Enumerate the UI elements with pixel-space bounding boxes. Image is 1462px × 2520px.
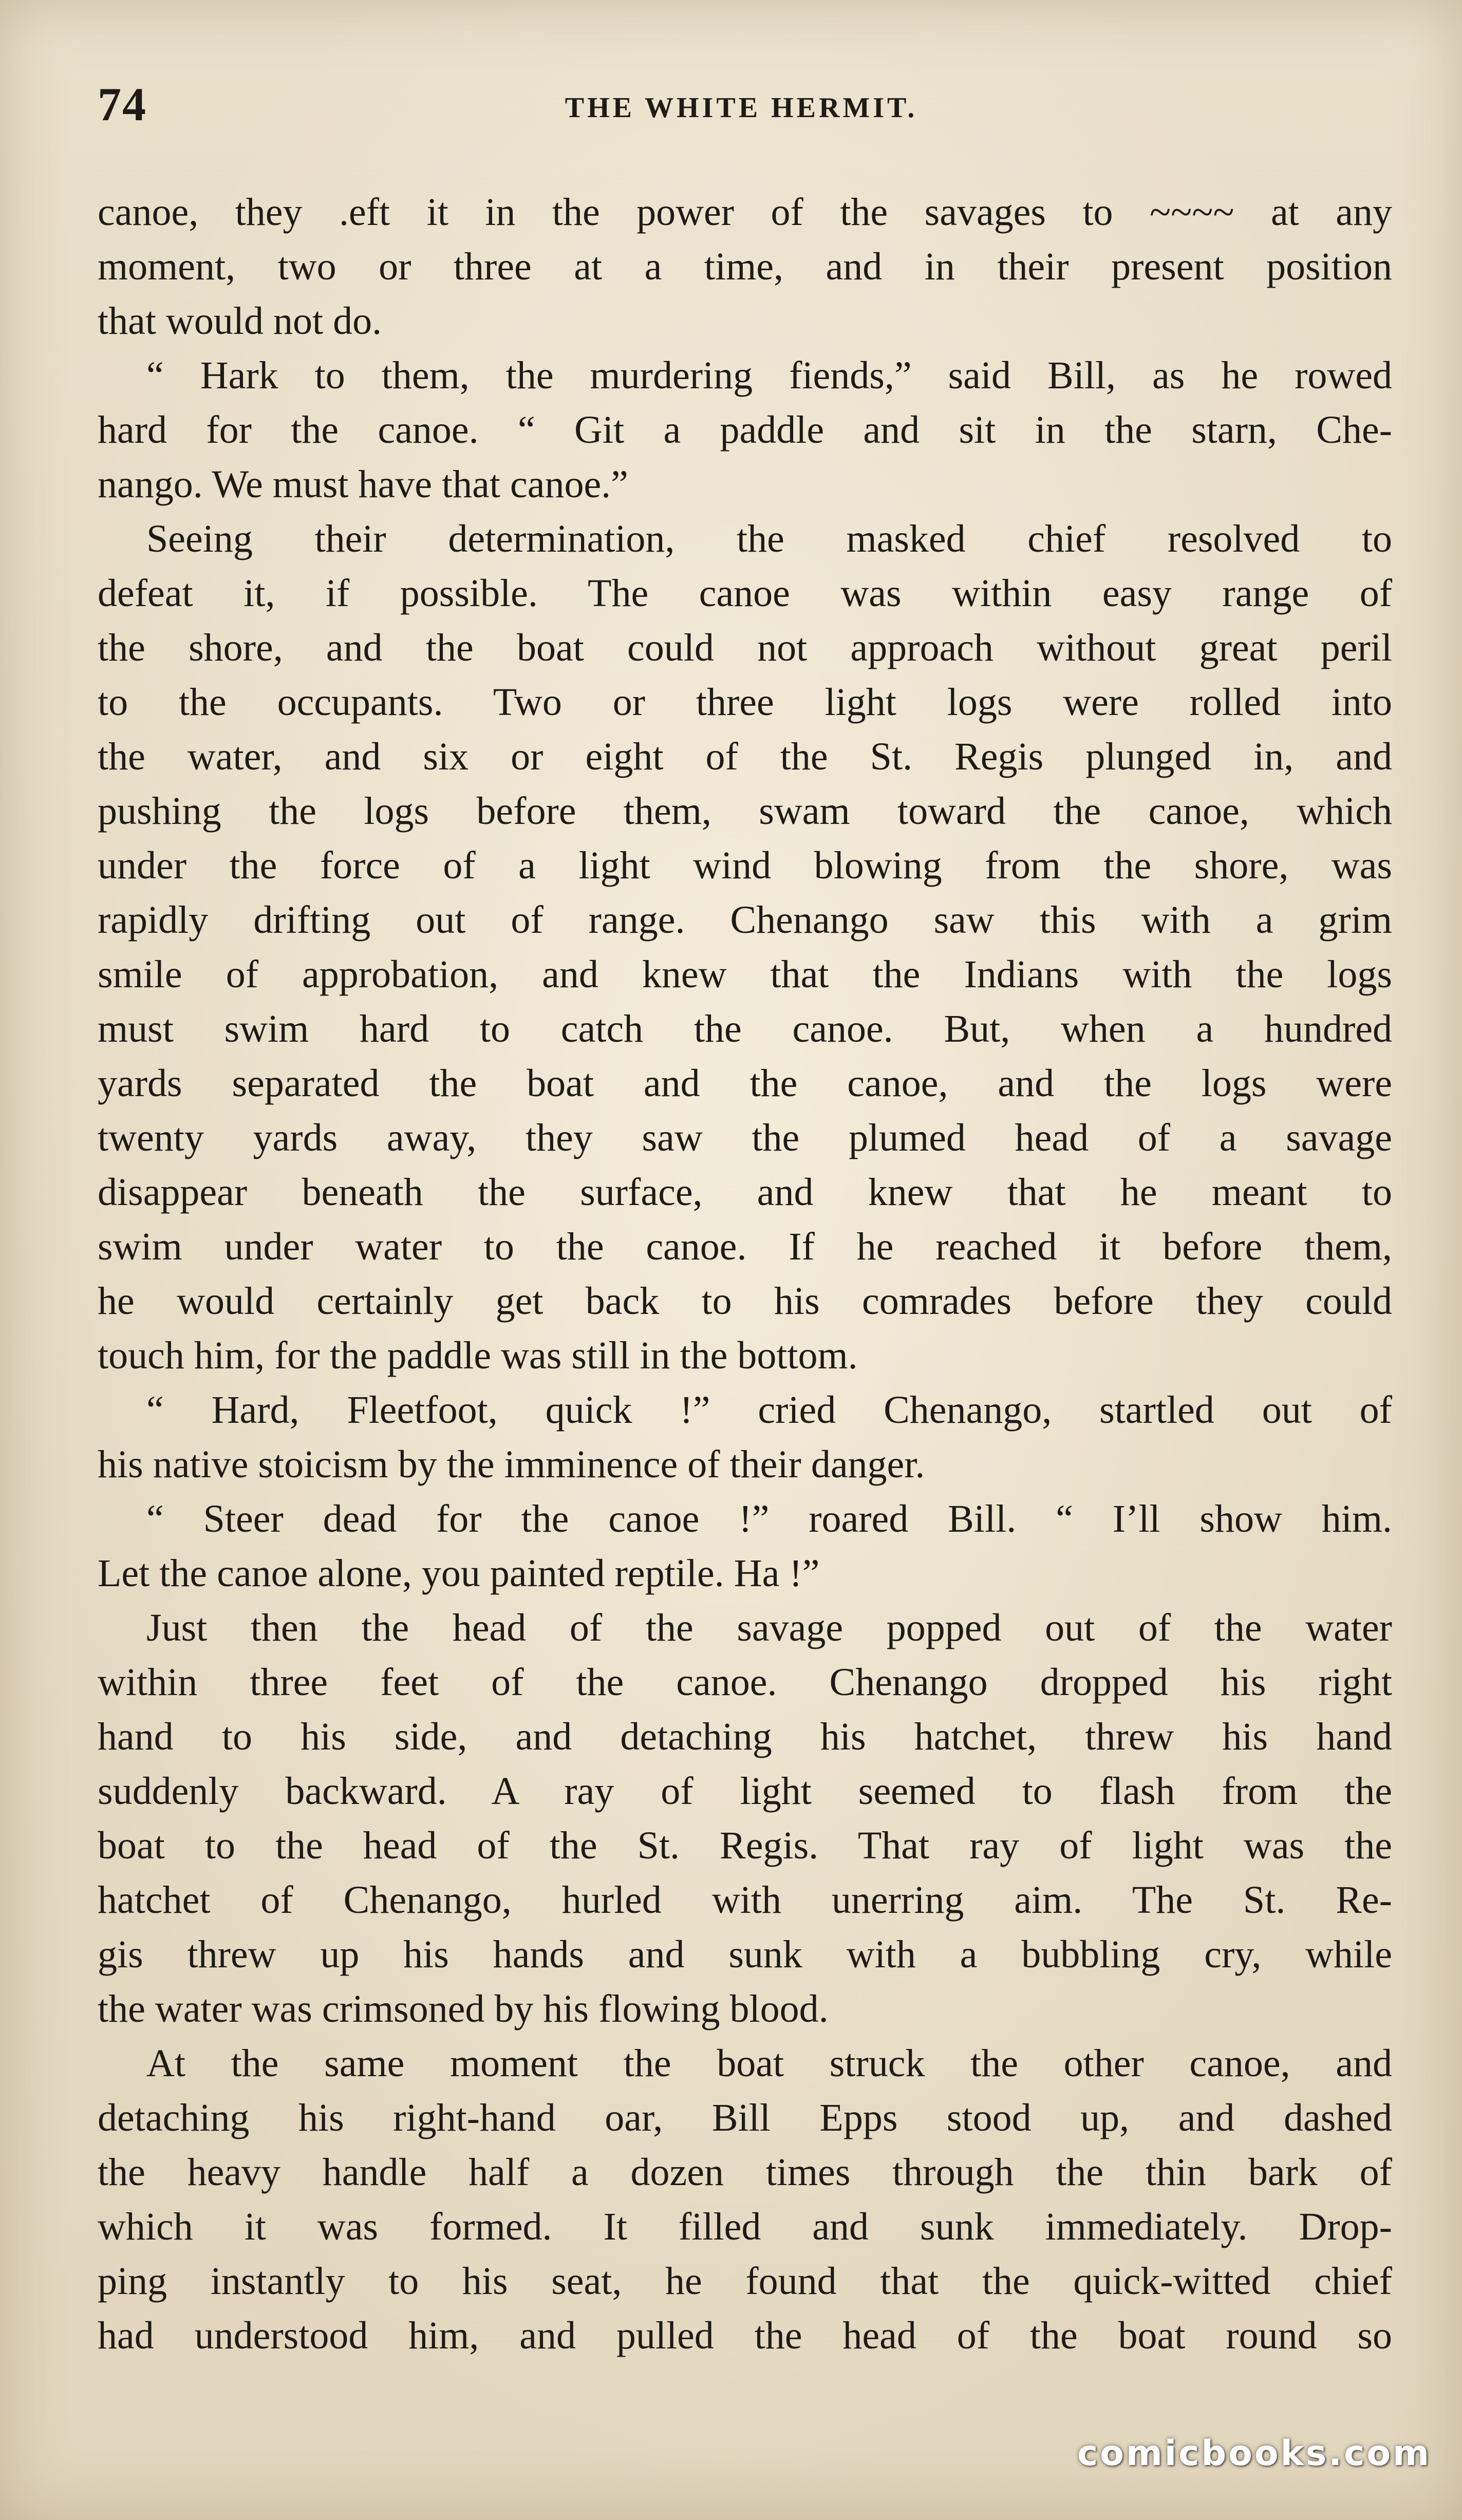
text-line: “ Steer dead for the canoe !” roared Bill. “ I’ll show him. xyxy=(146,1497,1392,1540)
text-line: to the occupants. Two or three light logs were rolled into xyxy=(98,681,1392,724)
text-line: moment, two or three at a time, and in their present position xyxy=(98,245,1392,288)
text-line: pushing the logs before them, swam toward the canoe, which xyxy=(98,789,1392,833)
text-line: the water, and six or eight of the St. Regis plunged in, and xyxy=(98,735,1392,778)
text-line: At the same moment the boat struck the other canoe, and xyxy=(146,2042,1392,2085)
text-line: the shore, and the boat could not approach without great peril xyxy=(98,626,1392,669)
text-line: twenty yards away, they saw the plumed head of a savage xyxy=(98,1116,1392,1159)
body-text xyxy=(98,185,1392,2363)
text-line: “ Hark to them, the murdering fiends,” said Bill, as he rowed xyxy=(146,354,1392,397)
text-line: his native stoicism by the imminence of their danger. xyxy=(98,1443,925,1486)
text-line: Just then the head of the savage popped out of the water xyxy=(146,1606,1392,1649)
text-line: yards separated the boat and the canoe, and the logs were xyxy=(98,1062,1392,1105)
text-line: “ Hard, Fleetfoot, quick !” cried Chenango, startled out of xyxy=(146,1388,1392,1432)
text-line: canoe, they .eft it in the power of the savages to ~~~~ at any xyxy=(98,191,1392,234)
text-line: gis threw up his hands and sunk with a bubbling cry, while xyxy=(98,1933,1392,1976)
text-line: within three feet of the canoe. Chenango dropped his right xyxy=(98,1661,1392,1704)
text-line: hand to his side, and detaching his hatchet, threw his hand xyxy=(98,1715,1392,1758)
page-number: 74 xyxy=(98,78,147,130)
text-line: hatchet of Chenango, hurled with unerring aim. The St. Re- xyxy=(98,1878,1392,1922)
text-line: the water was crimsoned by his flowing blood. xyxy=(98,1987,829,2030)
text-line: detaching his right-hand oar, Bill Epps stood up, and dashed xyxy=(98,2096,1392,2139)
text-line: the heavy handle half a dozen times through the thin bark of xyxy=(98,2151,1392,2194)
text-line: that would not do. xyxy=(98,299,382,343)
text-line: hard for the canoe. “ Git a paddle and sit in the starn, Che- xyxy=(98,408,1392,452)
watermark: comicbooks.com xyxy=(1077,2433,1431,2474)
running-title: THE WHITE HERMIT. xyxy=(565,92,918,124)
text-line: rapidly drifting out of range. Chenango saw this with a grim xyxy=(98,898,1392,942)
text-line: touch him, for the paddle was still in the bottom. xyxy=(98,1334,858,1377)
page-header xyxy=(98,77,1385,134)
text-line: had understood him, and pulled the head of the boat round so xyxy=(98,2314,1392,2357)
text-line: smile of approbation, and knew that the Indians with the logs xyxy=(98,953,1392,996)
text-line: ping instantly to his seat, he found that the quick-witted chief xyxy=(98,2260,1392,2303)
text-line: which it was formed. It filled and sunk immediately. Drop- xyxy=(98,2205,1392,2248)
text-line: under the force of a light wind blowing from the shore, was xyxy=(98,844,1392,887)
text-line: defeat it, if possible. The canoe was within easy range of xyxy=(98,572,1392,615)
text-line: disappear beneath the surface, and knew that he meant to xyxy=(98,1171,1392,1214)
text-line: Let the canoe alone, you painted reptile. Ha !” xyxy=(98,1552,820,1595)
text-line: he would certainly get back to his comrades before they could xyxy=(98,1280,1392,1323)
text-line: swim under water to the canoe. If he reached it before them, xyxy=(98,1225,1392,1268)
text-line: suddenly backward. A ray of light seemed to flash from the xyxy=(98,1770,1392,1813)
text-line: must swim hard to catch the canoe. But, when a hundred xyxy=(98,1007,1392,1050)
text-line: boat to the head of the St. Regis. That ray of light was the xyxy=(98,1824,1392,1867)
text-line: nango. We must have that canoe.” xyxy=(98,463,628,506)
text-line: Seeing their determination, the masked chief resolved to xyxy=(146,517,1392,560)
